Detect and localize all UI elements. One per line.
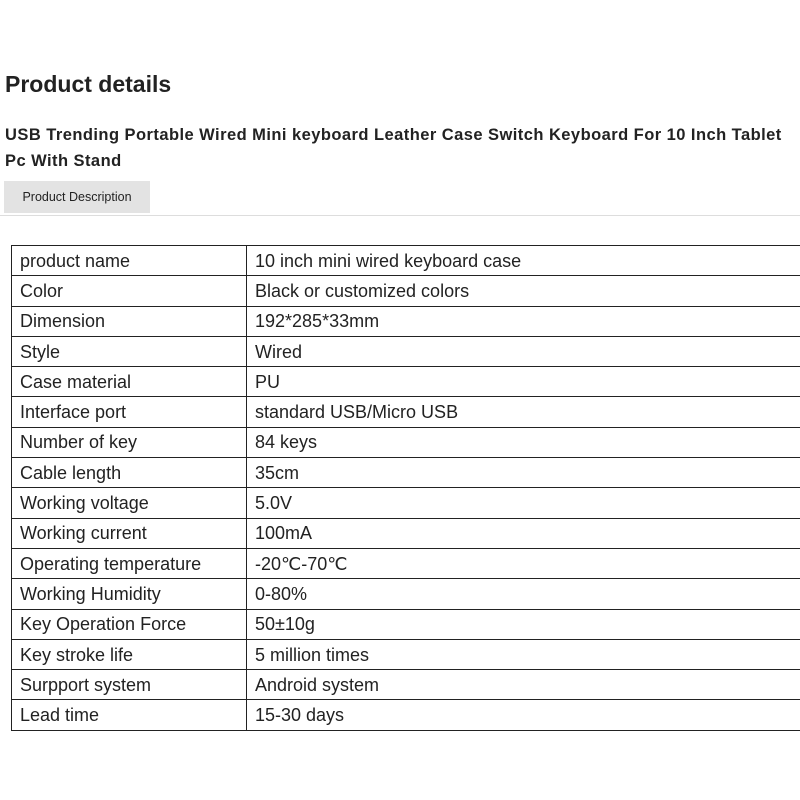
table-row [12, 548, 800, 578]
page-title: Product details [5, 71, 172, 97]
table-row [12, 670, 800, 700]
spec-label: Lead time [12, 700, 247, 730]
spec-label: Color [12, 276, 247, 306]
spec-label: product name [12, 246, 247, 276]
table-row [12, 306, 800, 336]
spec-value: 35cm [247, 458, 800, 488]
spec-value: 192*285*33mm [247, 306, 800, 336]
table-row [12, 579, 800, 609]
spec-label: Interface port [12, 397, 247, 427]
spec-value: 50±10g [247, 609, 800, 639]
spec-value: 10 inch mini wired keyboard case [247, 246, 800, 276]
spec-label: Dimension [12, 306, 247, 336]
spec-value: 0-80% [247, 579, 800, 609]
spec-label: Key stroke life [12, 639, 247, 669]
spec-label: Cable length [12, 458, 247, 488]
table-row [12, 427, 800, 457]
table-row [12, 458, 800, 488]
spec-label: Working current [12, 518, 247, 548]
spec-value: Android system [247, 670, 800, 700]
table-row [12, 276, 800, 306]
table-row [12, 609, 800, 639]
table-row [12, 700, 800, 730]
spec-label: Case material [12, 367, 247, 397]
table-row [12, 367, 800, 397]
product-name-heading: USB Trending Portable Wired Mini keyboard Leather Case Switch Keyboard For 10 Inch Tablet Pc With Stand [5, 126, 782, 170]
tab-product-description[interactable]: Product Description [4, 181, 150, 213]
spec-value: 5 million times [247, 639, 800, 669]
table-row [12, 397, 800, 427]
spec-value: -20℃-70℃ [247, 548, 800, 578]
table-row [12, 488, 800, 518]
tab-divider [0, 215, 800, 216]
table-row [12, 639, 800, 669]
table-row [12, 336, 800, 366]
spec-label: Style [12, 336, 247, 366]
spec-value: PU [247, 367, 800, 397]
spec-label: Operating temperature [12, 548, 247, 578]
spec-table [11, 245, 800, 731]
spec-label: Surpport system [12, 670, 247, 700]
spec-label: Number of key [12, 427, 247, 457]
spec-value: 100mA [247, 518, 800, 548]
spec-value: Wired [247, 336, 800, 366]
spec-value: 5.0V [247, 488, 800, 518]
table-row [12, 246, 800, 276]
table-row [12, 518, 800, 548]
spec-label: Key Operation Force [12, 609, 247, 639]
spec-value: 15-30 days [247, 700, 800, 730]
spec-label: Working voltage [12, 488, 247, 518]
spec-table-body [12, 246, 800, 731]
spec-value: 84 keys [247, 427, 800, 457]
spec-label: Working Humidity [12, 579, 247, 609]
spec-value: Black or customized colors [247, 276, 800, 306]
spec-value: standard USB/Micro USB [247, 397, 800, 427]
